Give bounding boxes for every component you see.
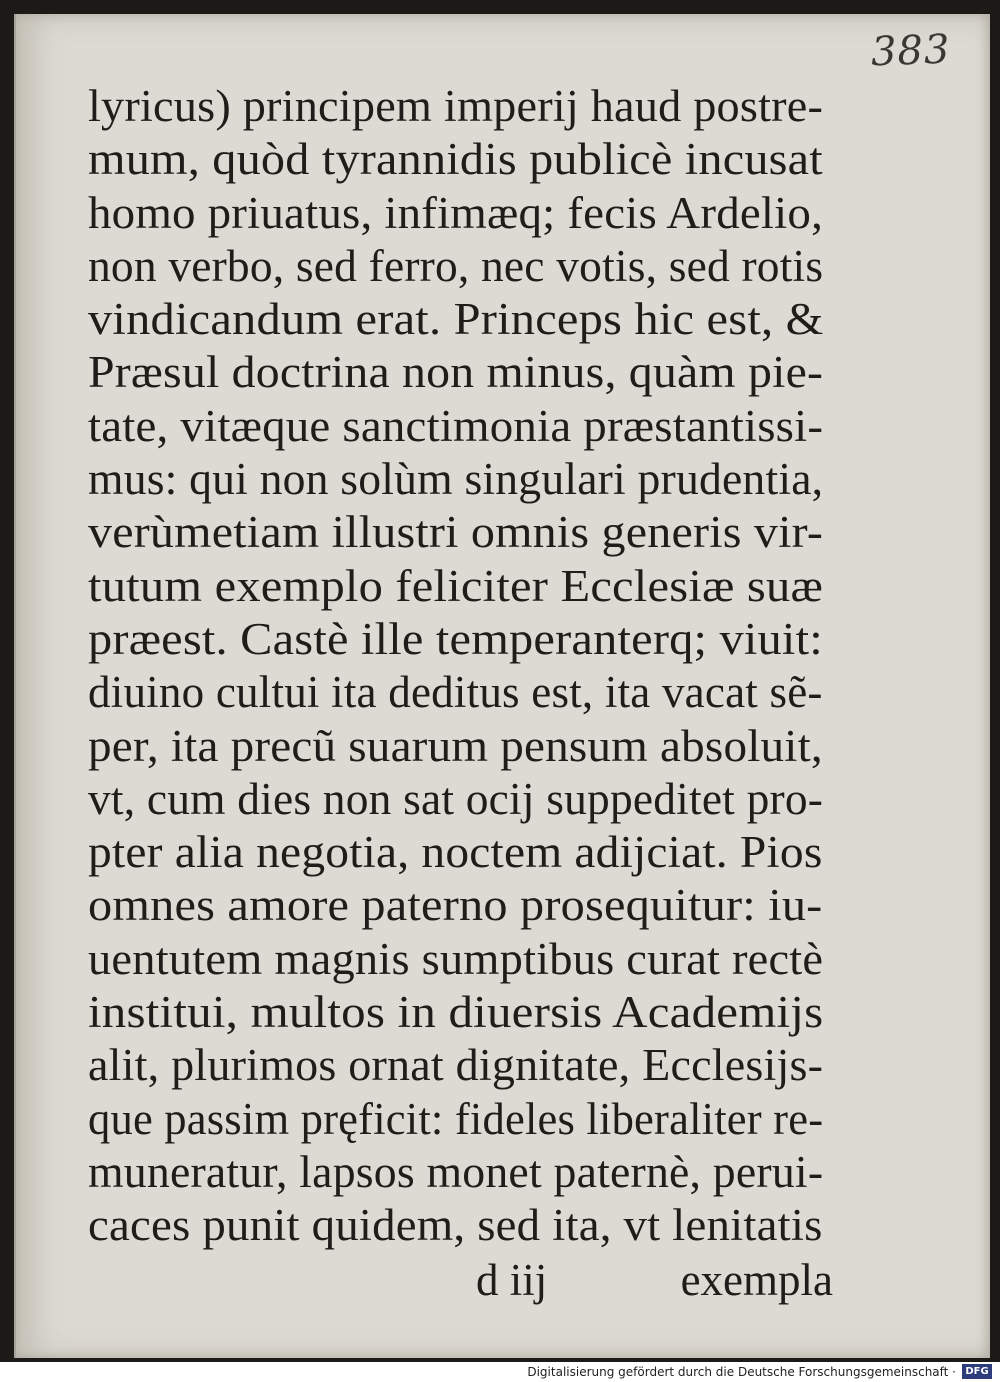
text-line: muneratur, lapsos monet paternè, perui- bbox=[88, 1146, 824, 1197]
text-line: alit, plurimos ornat dignitate, Ecclesijs- bbox=[88, 1040, 824, 1091]
catchword: exempla bbox=[680, 1255, 833, 1305]
text-line: mum, quòd tyrannidis publicè incusat bbox=[88, 134, 823, 185]
text-line: caces punit quidem, sed ita, vt lenitatis bbox=[88, 1200, 823, 1251]
text-line: lyricus) principem imperij haud postre- bbox=[88, 81, 824, 131]
text-line: tutum exemplo feliciter Ecclesiæ suæ bbox=[88, 560, 824, 611]
signature-mark: d iij bbox=[476, 1255, 548, 1305]
text-line: que passim pręficit: fideles liberaliter re- bbox=[88, 1093, 824, 1144]
text-line: institui, multos in diuersis Academijs bbox=[88, 987, 824, 1038]
text-line: omnes amore paterno prosequitur: iu- bbox=[88, 880, 823, 931]
text-line: mus: qui non solùm singulari prudentia, bbox=[88, 454, 824, 505]
text-line: vindicandum erat. Princeps hic est, & bbox=[88, 294, 824, 345]
signature-row bbox=[88, 1254, 833, 1310]
text-line: per, ita precũ suarum pensum absoluit, bbox=[88, 720, 823, 771]
footer-credit: Digitalisierung gefördert durch die Deutsche Forschungsgemeinschaft · bbox=[527, 1365, 956, 1379]
handwritten-page-number: 383 bbox=[869, 26, 951, 76]
dfg-logo: DFG bbox=[962, 1364, 992, 1379]
text-line: præest. Castè ille temperanterq; viuit: bbox=[88, 613, 823, 664]
text-line: homo priuatus, infimæq; fecis Ardelio, bbox=[88, 187, 824, 238]
text-line: vt, cum dies non sat ocij suppeditet pro- bbox=[88, 773, 824, 824]
text-line: pter alia negotia, noctem adijciat. Pios bbox=[88, 827, 823, 878]
text-line: tate, vitæque sanctimonia præstantissi- bbox=[88, 400, 824, 451]
text-line: Præsul doctrina non minus, quàm pie- bbox=[88, 347, 824, 398]
text-line: non verbo, sed ferro, nec votis, sed rotis bbox=[88, 240, 824, 291]
text-line: uentutem magnis sumptibus curat rectè bbox=[88, 933, 824, 984]
text-line: diuino cultui ita deditus est, ita vacat sẽ- bbox=[88, 667, 823, 718]
body-text bbox=[88, 80, 828, 1253]
text-line: verùmetiam illustri omnis generis vir- bbox=[88, 507, 824, 558]
book-page bbox=[14, 14, 990, 1358]
